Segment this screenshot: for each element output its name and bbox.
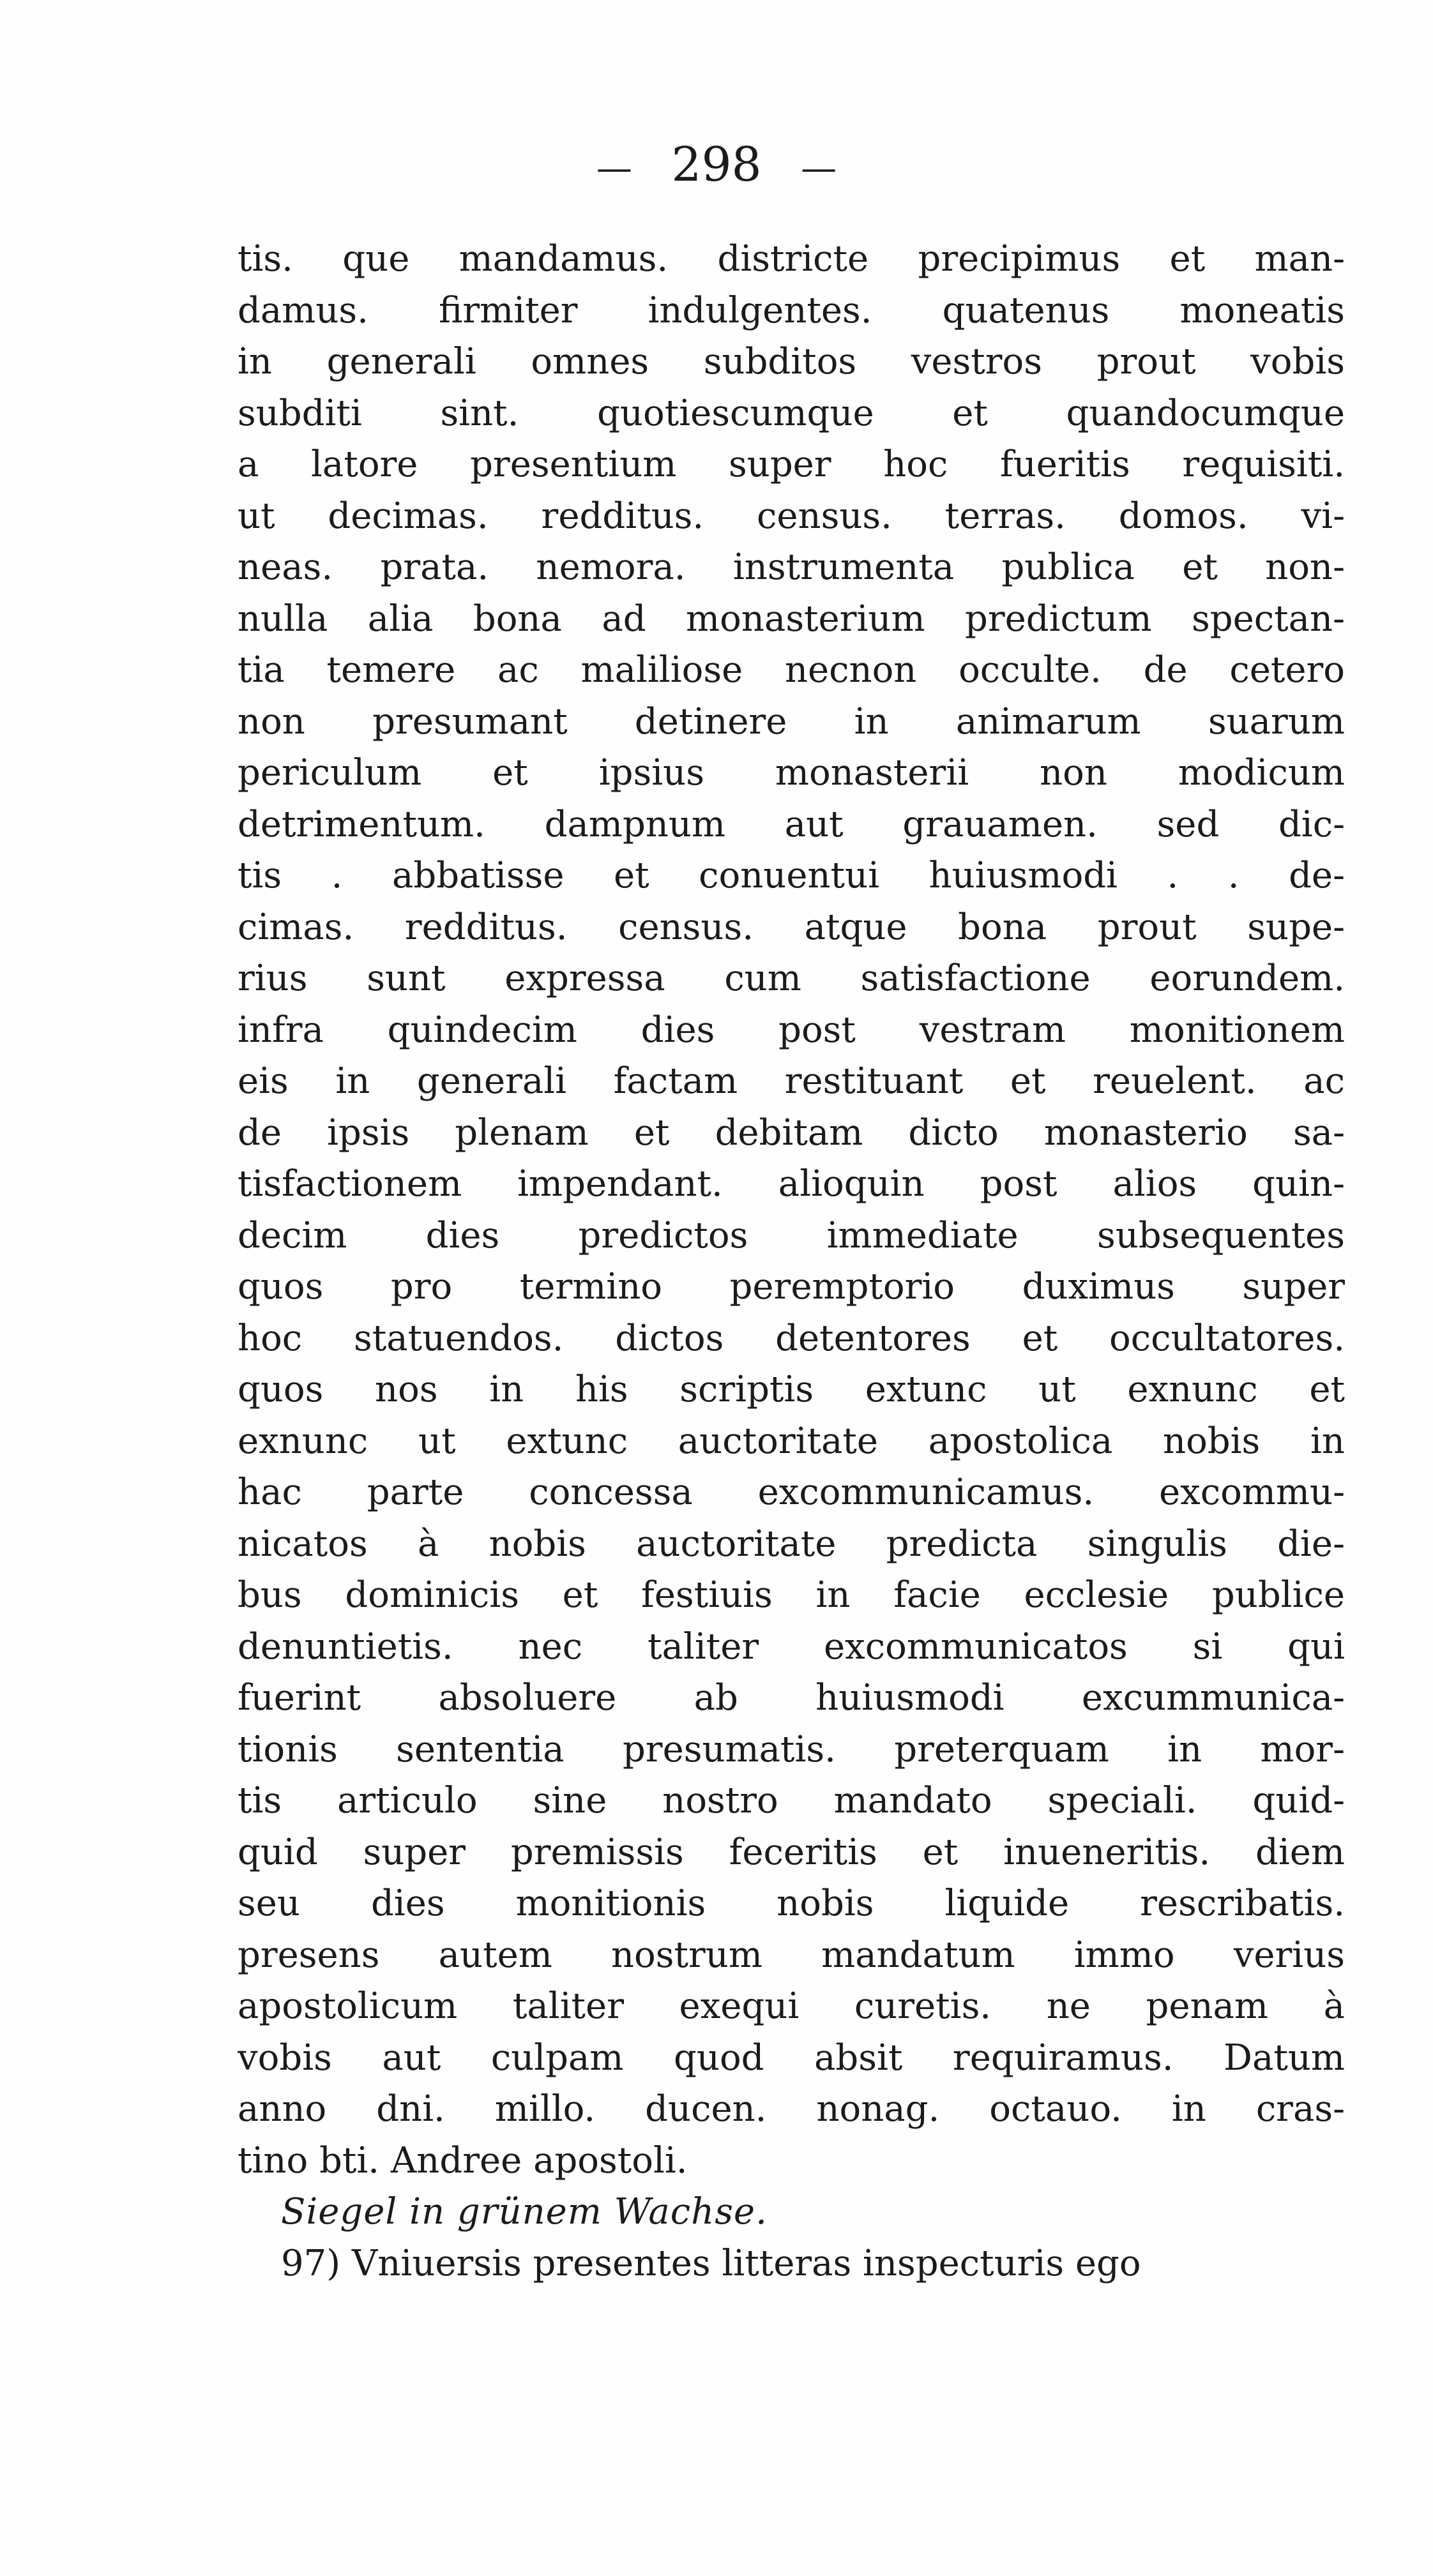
text-line: de ipsis plenam et debitam dicto monasterio sa- — [238, 1111, 1345, 1154]
text-line: non presumant detinere in animarum suarum — [238, 700, 1345, 742]
text-line: quid super premissis feceritis et inueneritis. diem — [238, 1831, 1345, 1873]
seal-note: Siegel in grünem Wachse. — [281, 2191, 768, 2233]
text-line: presens autem nostrum mandatum immo verius — [238, 1934, 1345, 1976]
header-left-dash: — — [596, 147, 632, 190]
body-text — [238, 234, 1345, 2289]
text-line: tionis sententia presumatis. preterquam in mor- — [238, 1728, 1345, 1770]
text-line: nicatos à nobis auctoritate predicta singulis die- — [238, 1523, 1345, 1565]
page-number: 298 — [671, 137, 762, 192]
text-line: exnunc ut extunc auctoritate apostolica nobis in — [238, 1420, 1345, 1462]
header-right-dash: — — [801, 147, 837, 190]
text-line: ut decimas. redditus. census. terras. domos. vi- — [238, 495, 1345, 537]
text-line: tino bti. Andree apostoli. — [238, 2139, 688, 2181]
text-line: tis. que mandamus. districte precipimus et man- — [238, 238, 1345, 280]
text-line: a latore presentium super hoc fueritis requisiti. — [238, 444, 1345, 485]
text-line: tis . abbatisse et conuentui huiusmodi . . de- — [238, 855, 1345, 896]
next-document-opening: 97) Vniuersis presentes litteras inspecturis ego — [281, 2242, 1141, 2284]
text-line: fuerint absoluere ab huiusmodi excummunica- — [238, 1677, 1345, 1719]
text-line: eis in generali factam restituant et reuelent. ac — [238, 1060, 1345, 1102]
text-line: tis articulo sine nostro mandato speciali. quid- — [238, 1780, 1345, 1821]
text-line: tisfactionem impendant. alioquin post alios quin- — [238, 1163, 1345, 1205]
text-line: detrimentum. dampnum aut grauamen. sed dic- — [238, 803, 1345, 845]
page-header — [0, 137, 1433, 192]
text-line: subditi sint. quotiescumque et quandocumque — [238, 392, 1345, 434]
text-line: hac parte concessa excommunicamus. excommu- — [238, 1472, 1345, 1513]
text-line: quos nos in his scriptis extunc ut exnunc et — [238, 1369, 1345, 1410]
text-line: apostolicum taliter exequi curetis. ne penam à — [238, 1985, 1345, 2027]
text-line: neas. prata. nemora. instrumenta publica et non- — [238, 546, 1345, 588]
text-line: decim dies predictos immediate subsequentes — [238, 1214, 1345, 1256]
text-line: quos pro termino peremptorio duximus super — [238, 1266, 1345, 1307]
text-line: damus. firmiter indulgentes. quatenus moneatis — [238, 289, 1345, 331]
text-line: hoc statuendos. dictos detentores et occultatores. — [238, 1317, 1345, 1359]
text-line: in generali omnes subditos vestros prout vobis — [238, 341, 1345, 382]
text-line: seu dies monitionis nobis liquide rescribatis. — [238, 1883, 1345, 1924]
text-line: vobis aut culpam quod absit requiramus. Datum — [238, 2037, 1345, 2079]
text-line: nulla alia bona ad monasterium predictum spectan- — [238, 598, 1345, 640]
text-line: infra quindecim dies post vestram monitionem — [238, 1009, 1345, 1051]
text-line: cimas. redditus. census. atque bona prout supe- — [238, 906, 1345, 948]
text-line: bus dominicis et festiuis in facie ecclesie publice — [238, 1574, 1345, 1616]
text-line: denuntietis. nec taliter excommunicatos si qui — [238, 1625, 1345, 1668]
text-line: rius sunt expressa cum satisfactione eorundem. — [238, 958, 1345, 999]
text-line: anno dni. millo. ducen. nonag. octauo. in cras- — [238, 2088, 1345, 2130]
text-line: tia temere ac maliliose necnon occulte. de cetero — [238, 649, 1345, 691]
text-line: periculum et ipsius monasterii non modicum — [238, 752, 1345, 794]
